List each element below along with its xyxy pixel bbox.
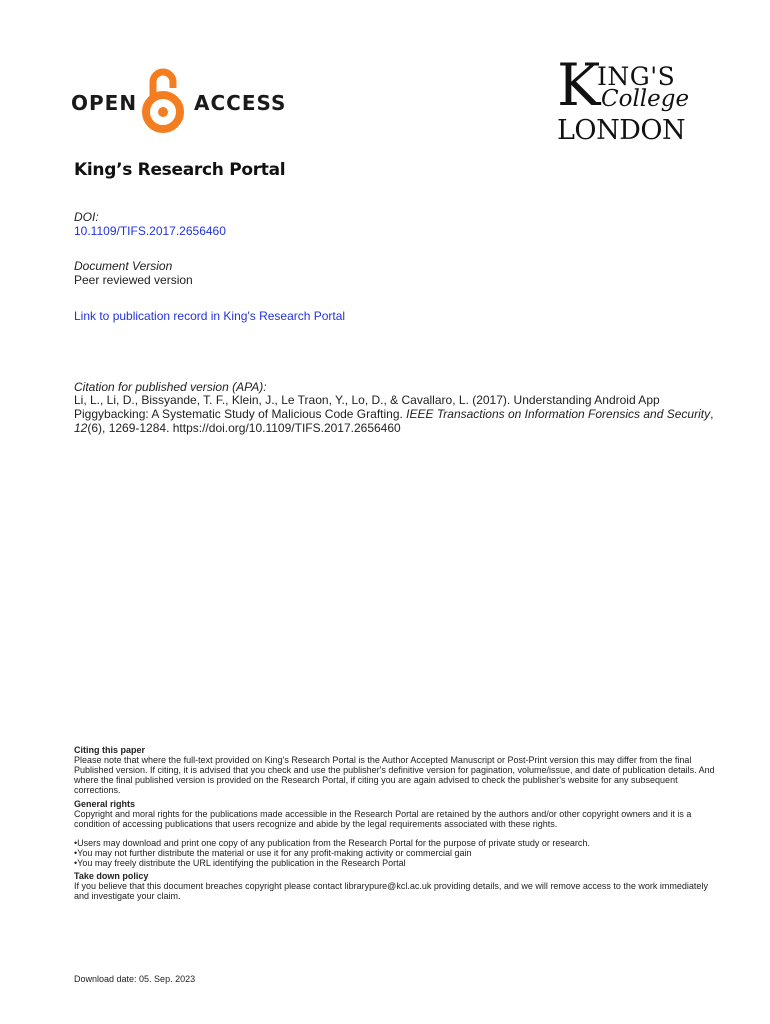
citation-journal: IEEE Transactions on Information Forensics and Security (406, 407, 711, 421)
kings-college-london-logo (557, 51, 717, 150)
download-date: Download date: 05. Sep. 2023 (74, 974, 196, 984)
kcl-logo-k: K (557, 51, 601, 119)
list-item: •You may not further distribute the material or use it for any profit-making activity or commercial gain (74, 848, 472, 858)
portal-title: King’s Research Portal (74, 160, 286, 180)
citation-issue-pages: (6), 1269-1284. https://doi.org/10.1109/TIFS.2017.2656460 (87, 421, 401, 435)
citation-label: Citation for published version (APA): (74, 380, 267, 394)
rights-text: Copyright and moral rights for the publications made accessible in the Research Portal are retained by the authors and/or other copyright owners and it is a condition of accessing publications that users recognize and abide by the legal requirements associated with these rights. (74, 809, 692, 829)
rights-bullets (74, 838, 724, 868)
citation-text: Li, L., Li, D., Bissyande, T. F., Klein, J., Le Traon, Y., Lo, D., & Cavallaro, L. (2017). Understanding Android App Piggybacking: A Systematic Study of Malicious Code Grafting. IEEE Transactions on Information Forensics and Security, 12(6), 1269-1284. https://doi.org/10.1109/TIFS.2017.2656460 (74, 393, 714, 435)
citation-authors: Li, L., Li, D., Bissyande, T. F., Klein, J., Le Traon, Y., Lo, D., & Cavallaro, L. (2017). Understanding Android App Piggybacking: A Systematic Study of Malicious Code Grafting. (74, 393, 660, 421)
kcl-logo-ings: ING'S (597, 62, 676, 91)
open-lock-icon (139, 62, 187, 136)
rights-heading: General rights (74, 799, 136, 809)
publication-record-link[interactable]: Link to publication record in King's Research Portal (74, 309, 346, 323)
takedown-section (74, 871, 724, 901)
list-item: •You may freely distribute the URL identifying the publication in the Research Portal (74, 858, 406, 868)
citing-section (74, 745, 724, 795)
rights-section (74, 799, 724, 829)
document-version-value: Peer reviewed version (74, 273, 193, 287)
kcl-logo-london: LONDON (557, 115, 686, 146)
kcl-logo-college: College (601, 86, 690, 112)
open-access-word-access: ACCESS (194, 91, 287, 115)
open-access-word-open: OPEN (71, 91, 138, 115)
doi-label: DOI: (74, 210, 99, 224)
document-version-label: Document Version (74, 259, 173, 273)
citation-volume: 12 (74, 421, 88, 435)
doi-link[interactable]: 10.1109/TIFS.2017.2656460 (74, 224, 226, 238)
takedown-heading: Take down policy (74, 871, 149, 881)
citing-text: Please note that where the full-text provided on King's Research Portal is the Author Accepted Manuscript or Post-Print version this may differ from the final Published version. If citing, it is advised that you check and use the publisher's definitive version for pagination, volume/issue, and date of publication details. And where the final published version is provided on the Research Portal, if citing you are again advised to check the publisher's website for any subsequent corrections. (74, 755, 715, 795)
citing-heading: Citing this paper (74, 745, 146, 755)
list-item: •Users may download and print one copy of any publication from the Research Portal for the purpose of private study or research. (74, 838, 590, 848)
takedown-text: If you believe that this document breaches copyright please contact librarypure@kcl.ac.uk providing details, and we will remove access to the work immediately and investigate your claim. (74, 881, 708, 901)
